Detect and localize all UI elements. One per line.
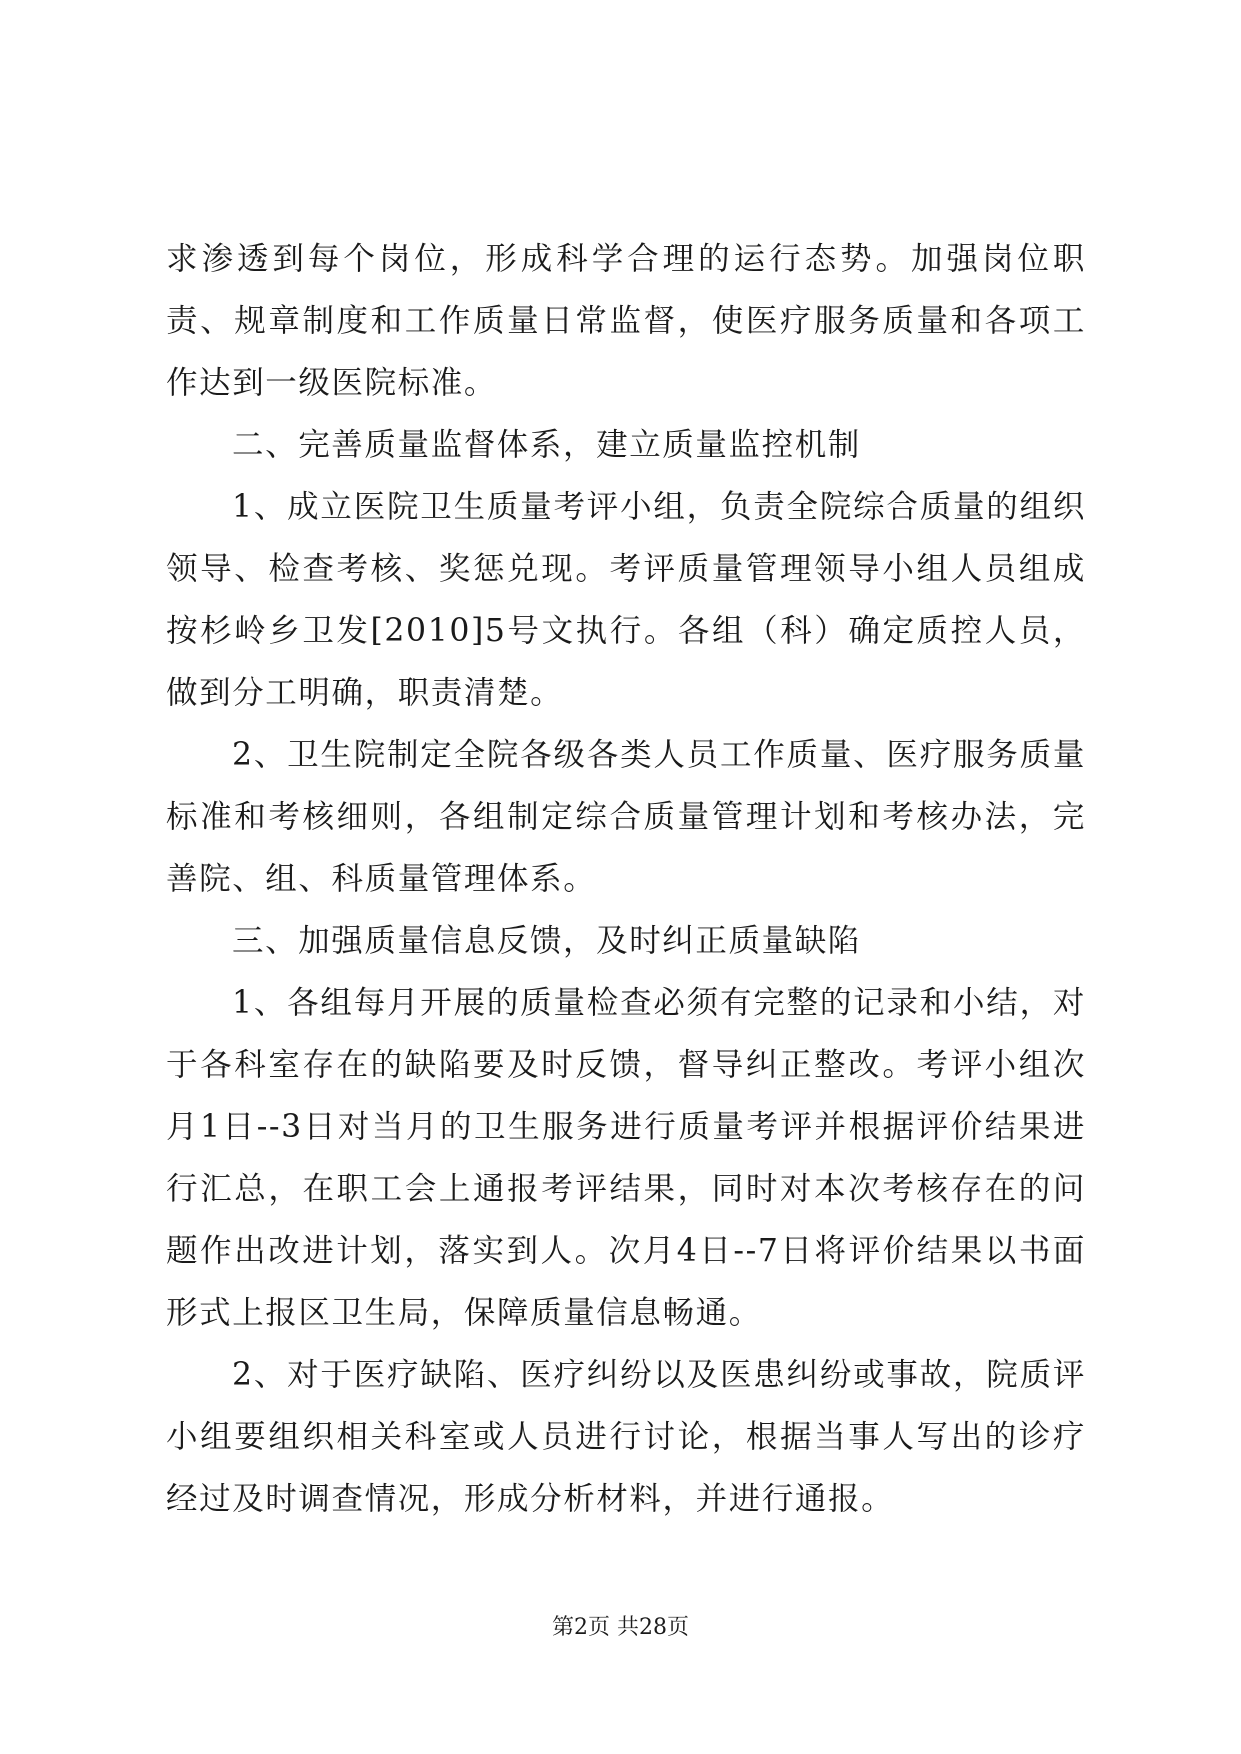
paragraph-1: 求渗透到每个岗位，形成科学合理的运行态势。加强岗位职责、规章制度和工作质量日常监督，使医疗服务质量和各项工作达到一级医院标准。 xyxy=(166,241,1086,401)
paragraph-2-2: 2、卫生院制定全院各级各类人员工作质量、医疗服务质量标准和考核细则，各组制定综合质量管理计划和考核办法，完善院、组、科质量管理体系。 xyxy=(166,737,1086,897)
section-heading-3: 三、加强质量信息反馈，及时纠正质量缺陷 xyxy=(232,923,861,959)
document-body xyxy=(166,228,1086,1530)
page-footer xyxy=(0,1613,1241,1643)
paragraph-3-2: 2、对于医疗缺陷、医疗纠纷以及医患纠纷或事故，院质评小组要组织相关科室或人员进行讨论，根据当事人写出的诊疗经过及时调查情况，形成分析材料，并进行通报。 xyxy=(166,1357,1086,1517)
page-number: 第2页 共28页 xyxy=(552,1615,689,1640)
paragraph-3-1: 1、各组每月开展的质量检查必须有完整的记录和小结，对于各科室存在的缺陷要及时反馈，督导纠正整改。考评小组次月1日--3日对当月的卫生服务进行质量考评并根据评价结果进行汇总，在职工会上通报考评结果，同时对本次考核存在的问题作出改进计划，落实到人。次月4日--7日将评价结果以书面形式上报区卫生局，保障质量信息畅通。 xyxy=(166,985,1086,1331)
section-heading-2: 二、完善质量监督体系，建立质量监控机制 xyxy=(232,427,861,463)
paragraph-2-1: 1、成立医院卫生质量考评小组，负责全院综合质量的组织领导、检查考核、奖惩兑现。考评质量管理领导小组人员组成按杉岭乡卫发[2010]5号文执行。各组（科）确定质控人员，做到分工明确，职责清楚。 xyxy=(166,489,1086,711)
